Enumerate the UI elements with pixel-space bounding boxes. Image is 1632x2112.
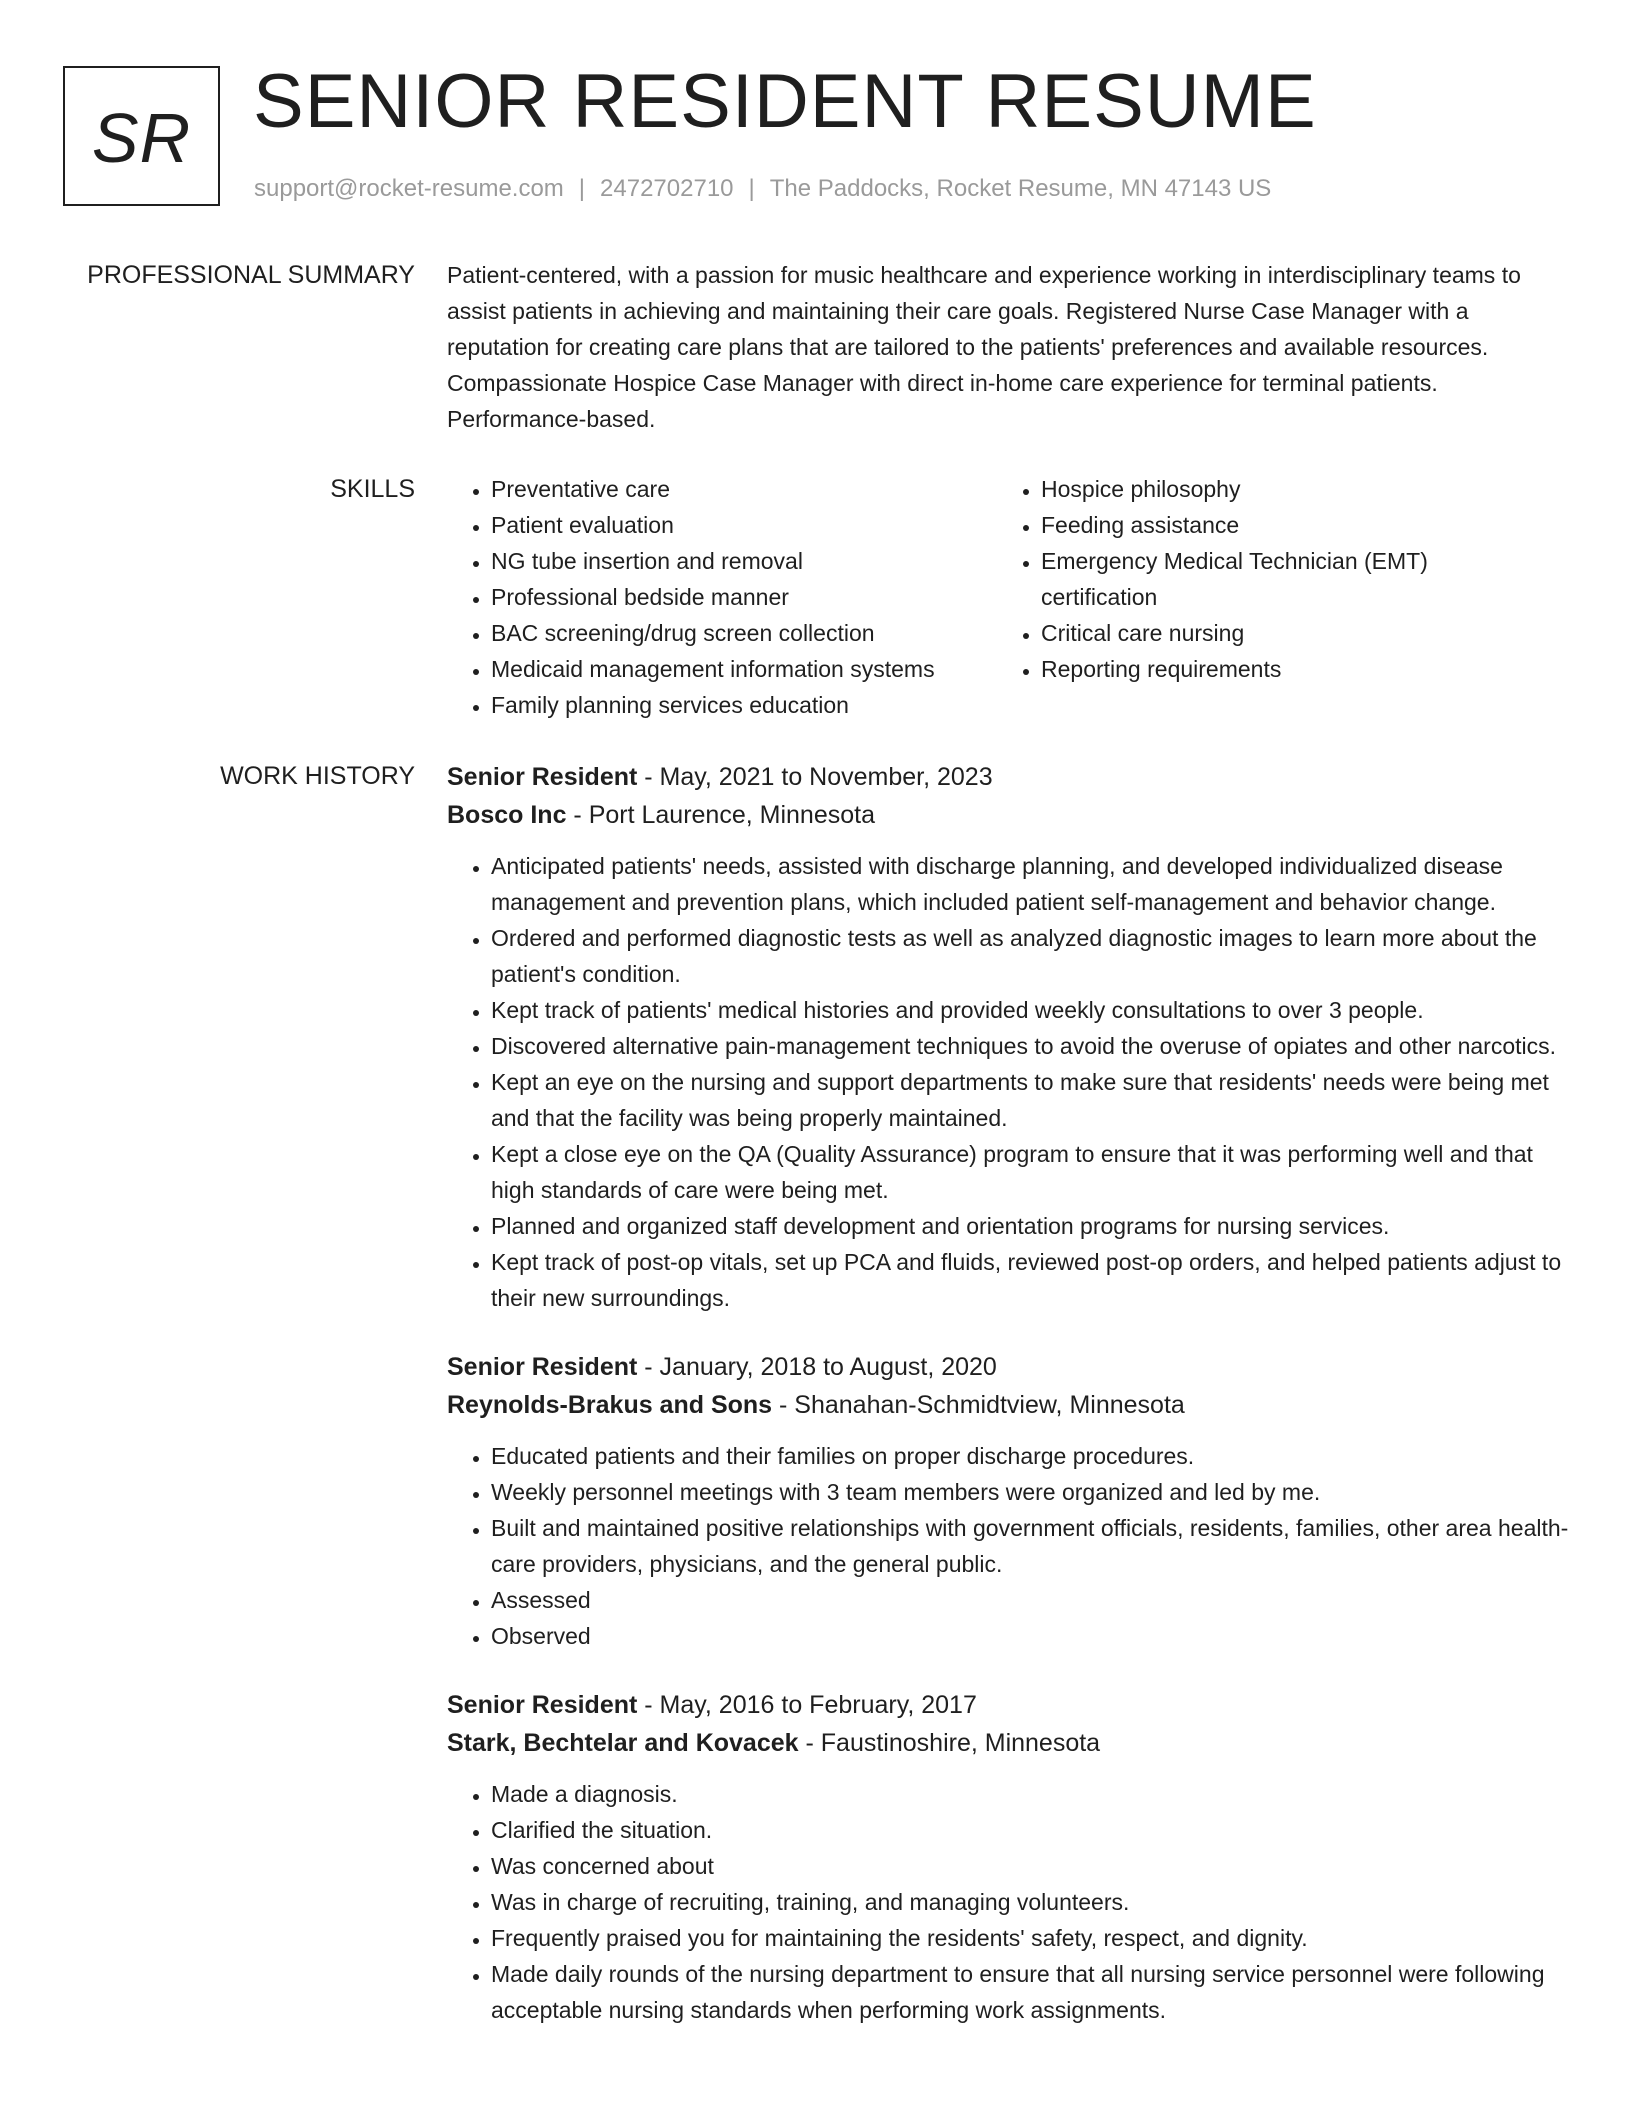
job-title: Senior Resident: [447, 1691, 638, 1719]
job-location: - Shanahan-Schmidtview, Minnesota: [772, 1391, 1185, 1419]
job-title-line: [447, 1686, 1569, 1724]
job-location: - Port Laurence, Minnesota: [566, 801, 875, 829]
job-dates: - May, 2021 to November, 2023: [637, 763, 993, 791]
skill-item: • Medicaid management information systems: [491, 651, 997, 687]
skill-item: • Preventative care: [491, 471, 997, 507]
job-bullets: [447, 1438, 1569, 1654]
contact-separator: |: [748, 175, 755, 202]
job-bullets: [447, 848, 1569, 1316]
section-label-work-history: WORK HISTORY: [220, 762, 415, 790]
job-company: Stark, Bechtelar and Kovacek: [447, 1729, 799, 1757]
job-bullet: • Built and maintained positive relationships with government officials, residents, families, other area health-care providers, physicians, and the general public.: [491, 1510, 1569, 1582]
skills-list-left: [447, 471, 997, 723]
job-bullet: • Observed: [491, 1618, 1569, 1654]
job-bullet: • Planned and organized staff development and orientation programs for nursing services.: [491, 1208, 1569, 1244]
summary-body: [447, 257, 1569, 437]
job-bullet: • Clarified the situation.: [491, 1812, 1569, 1848]
skill-item: • Emergency Medical Technician (EMT) certification: [1041, 543, 1547, 615]
job-entry: [447, 758, 1569, 1316]
job-bullet: • Kept an eye on the nursing and support departments to make sure that residents' needs were being met and that the facility was being properly maintained.: [491, 1064, 1569, 1136]
contact-email: support@rocket-resume.com: [254, 175, 564, 202]
job-title-line: [447, 1348, 1569, 1386]
resume-title: SENIOR RESIDENT RESUME: [253, 59, 1317, 144]
job-bullets: [447, 1776, 1569, 2028]
job-company-line: [447, 1386, 1569, 1424]
skill-item: • NG tube insertion and removal: [491, 543, 997, 579]
job-location: - Faustinoshire, Minnesota: [798, 1729, 1101, 1757]
job-bullet: • Anticipated patients' needs, assisted with discharge planning, and developed individualized disease management and prevention plans, which included patient self-management and behavior change.: [491, 848, 1569, 920]
job-bullet: • Was concerned about: [491, 1848, 1569, 1884]
skill-item: • Feeding assistance: [1041, 507, 1547, 543]
contact-address: The Paddocks, Rocket Resume, MN 47143 US: [769, 175, 1272, 202]
skills-column-right: [997, 471, 1547, 723]
monogram-box: [63, 66, 220, 206]
skill-item: • Critical care nursing: [1041, 615, 1547, 651]
job-bullet: • Discovered alternative pain-management techniques to avoid the overuse of opiates and other narcotics.: [491, 1028, 1569, 1064]
job-company: Bosco Inc: [447, 801, 567, 829]
job-company: Reynolds-Brakus and Sons: [447, 1391, 773, 1419]
job-title-line: [447, 758, 1569, 796]
job-bullet: • Weekly personnel meetings with 3 team members were organized and led by me.: [491, 1474, 1569, 1510]
job-bullet: • Ordered and performed diagnostic tests as well as analyzed diagnostic images to learn more about the patient's condition.: [491, 920, 1569, 992]
contact-separator: |: [578, 175, 586, 202]
skills-column-left: [447, 471, 997, 723]
skills-body: [447, 471, 1569, 723]
section-label-summary: PROFESSIONAL SUMMARY: [87, 261, 415, 289]
job-bullet: • Educated patients and their families on proper discharge procedures.: [491, 1438, 1569, 1474]
job-company-line: [447, 796, 1569, 834]
skills-list-right: [997, 471, 1547, 687]
skill-item: • Hospice philosophy: [1041, 471, 1547, 507]
skill-item: • BAC screening/drug screen collection: [491, 615, 997, 651]
job-bullet: • Made a diagnosis.: [491, 1776, 1569, 1812]
job-bullet: • Frequently praised you for maintaining the residents' safety, respect, and dignity.: [491, 1920, 1569, 1956]
job-dates: - May, 2016 to February, 2017: [637, 1691, 977, 1719]
job-title: Senior Resident: [447, 763, 638, 791]
job-title: Senior Resident: [447, 1353, 638, 1381]
skill-item: • Patient evaluation: [491, 507, 997, 543]
summary-text: Patient-centered, with a passion for music healthcare and experience working in interdisciplinary teams to assist patients in achieving and maintaining their care goals. Registered Nurse Case Manager with a reputation for creating care plans that are tailored to the patients' preferences and available resources. Compassionate Hospice Case Manager with direct in-home care experience for terminal patients. Performance-based.: [447, 262, 1521, 432]
job-bullet: • Assessed: [491, 1582, 1569, 1618]
job-company-line: [447, 1724, 1569, 1762]
section-label-skills: SKILLS: [330, 475, 415, 503]
skill-item: • Family planning services education: [491, 687, 997, 723]
job-bullet: • Was in charge of recruiting, training, and managing volunteers.: [491, 1884, 1569, 1920]
monogram-initials: SR: [91, 99, 192, 177]
job-bullet: • Made daily rounds of the nursing department to ensure that all nursing service personnel were following acceptable nursing standards when performing work assignments.: [491, 1956, 1569, 2028]
job-bullet: • Kept track of post-op vitals, set up PCA and fluids, reviewed post-op orders, and helped patients adjust to their new surroundings.: [491, 1244, 1569, 1316]
contact-line: [254, 173, 1271, 204]
job-entry: [447, 1686, 1569, 2028]
job-entry: [447, 1348, 1569, 1654]
skill-item: • Professional bedside manner: [491, 579, 997, 615]
contact-phone: 2472702710: [600, 175, 734, 202]
job-bullet: • Kept track of patients' medical histories and provided weekly consultations to over 3 people.: [491, 992, 1569, 1028]
work-history-body: [447, 758, 1569, 2060]
job-bullet: • Kept a close eye on the QA (Quality Assurance) program to ensure that it was performing well and that high standards of care were being met.: [491, 1136, 1569, 1208]
job-dates: - January, 2018 to August, 2020: [637, 1353, 997, 1381]
skill-item: • Reporting requirements: [1041, 651, 1547, 687]
